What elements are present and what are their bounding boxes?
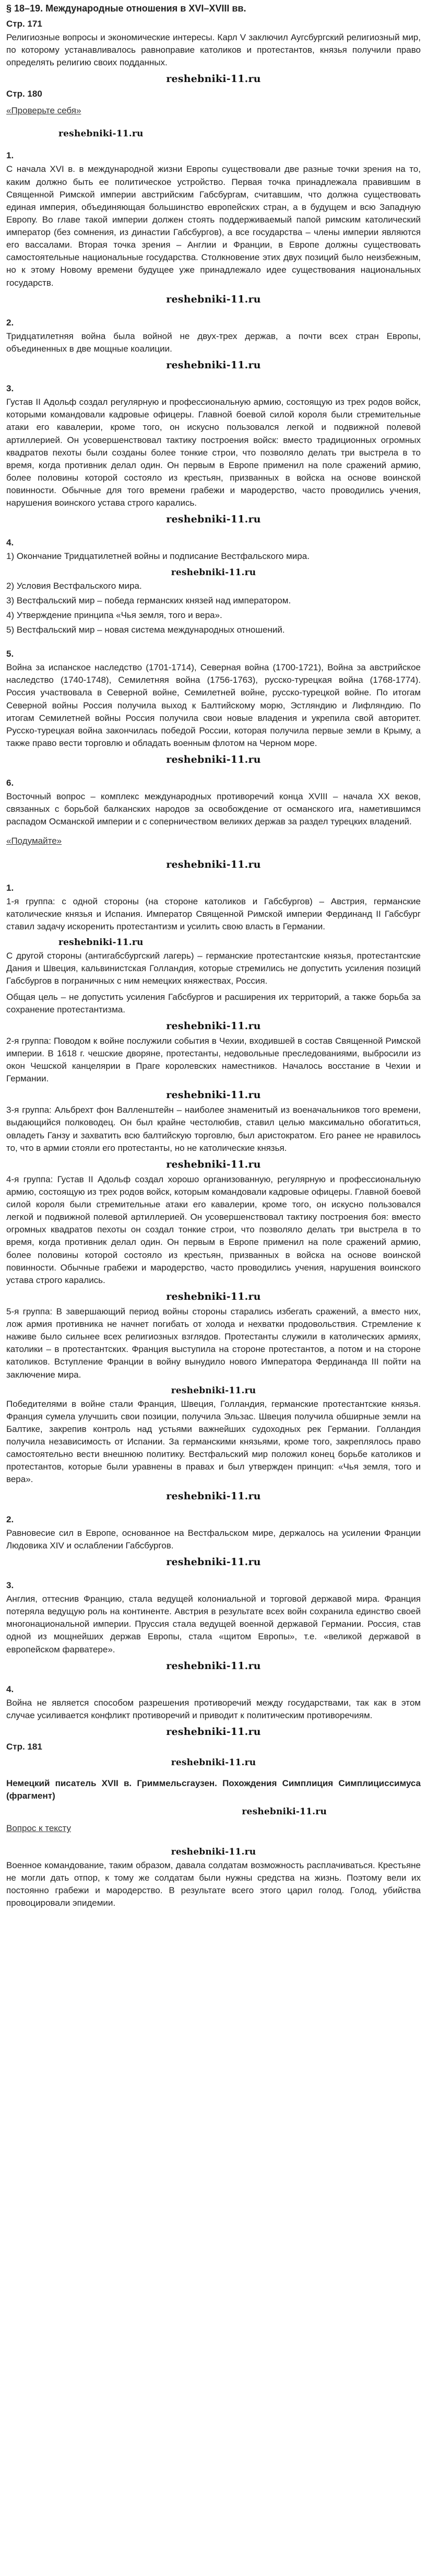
watermark: reshebniki-11.ru — [166, 293, 261, 305]
watermark: reshebniki-11.ru — [166, 73, 261, 85]
page-number-171: Стр. 171 — [6, 18, 42, 29]
page-number-181: Стр. 181 — [6, 1742, 42, 1752]
watermark: reshebniki-11.ru — [171, 1757, 256, 1768]
answer-paragraph: Восточный вопрос – комплекс международных противоречий конца XVIII – начала XX веков, связанных с борьбой балканских народов за освобождение от османского ига, наметившимся распадом Османской империи и с соперничеством великих держав за раздел турецких владений. — [6, 791, 421, 827]
check-yourself-link[interactable]: «Проверьте себя» — [6, 106, 81, 116]
watermark: reshebniki-11.ru — [171, 1846, 256, 1857]
question-number: 3. — [6, 1580, 14, 1590]
watermark: reshebniki-11.ru — [166, 1556, 261, 1568]
watermark: reshebniki-11.ru — [166, 359, 261, 371]
watermark: reshebniki-11.ru — [166, 858, 261, 870]
watermark: reshebniki-11.ru — [171, 1385, 256, 1396]
list-item: 4) Утверждение принципа «Чья земля, того и вера». — [6, 610, 222, 620]
answer-paragraph: Тридцатилетняя война была войной не двух-трех держав, а почти всех стран Европы, объединенных в две мощные коалиции. — [6, 331, 421, 354]
watermark: reshebniki-11.ru — [166, 754, 261, 766]
answer-paragraph: 5-я группа: В завершающий период войны стороны старались избегать сражений, а вместо них, лож армия противника не начнет погибать от холода и нехватки продовольствия. Стремление к наживе было сильнее всех религиозных взглядов. Протестанты служили в католических армиях, католики – в протестантских. Франция выступила на стороне протестантов, а потом и на стороне католиков. Вступление Франции в войну вынудило нового Императора Фердинанда III пойти на заключение мира. — [6, 1306, 421, 1380]
answer-paragraph: Война не является способом разрешения противоречий между государствами, так как в этом случае усиливается конфликт противоречий и приводит к политическим противоречиям. — [6, 1697, 421, 1720]
question-number: 2. — [6, 317, 14, 328]
watermark: reshebniki-11.ru — [166, 1158, 261, 1170]
question-number: 6. — [6, 778, 14, 788]
answer-paragraph: 1-я группа: с одной стороны (на стороне католиков и Габсбургов) – Австрия, германские католические князья и Испания. Император Священной Римской империи Фердинанд II Габсбург ставил задачу искоренить протестантизм и усилить свою власть в Германии. — [6, 896, 421, 932]
list-item: 2) Условия Вестфальского мира. — [6, 580, 142, 591]
watermark: reshebniki-11.ru — [58, 937, 144, 948]
answer-paragraph: Равновесие сил в Европе, основанное на Вестфальском мире, держалось на усилении Франции Людовика XIV и ослаблении Габсбургов. — [6, 1528, 421, 1551]
answer-paragraph: Победителями в войне стали Франция, Швеция, Голландия, германские протестантские князья. Франция сумела улучшить свои позиции, получила Эльзас. Швеция получила обширные земли на Балтике, закрепив контроль над устьями важнейших судоходных рек Германии. Голландия получила независимость от Испании. За германскими князьями, кроме того, закреплялось право самостоятельно вести внешнюю политику. Вестфальский мир положил конец борьбе католиков и протестантов, которые были уравнены в правах и был утвержден принцип: «Чья земля, того и вера». — [6, 1398, 421, 1485]
question-number: 2. — [6, 1514, 14, 1524]
answer-paragraph: 2-я группа: Поводом к войне послужили события в Чехии, входившей в состав Священной Римской империи. В 1618 г. чешские дворяне, протестанты, недовольные преследованиями, выбросили из окон Чешской канцелярии в Праге королевских наместников. Началось восстание в Чехии и Германии. — [6, 1035, 421, 1084]
question-number: 5. — [6, 649, 14, 659]
answer-paragraph: Военное командование, таким образом, давала солдатам возможность расплачиваться. Крестьяне не могли дать отпор, к тому же солдатам были нужны средства на жизнь. Поэтому вели их постоянно грабежи и мародерство. В результате всего этого царил голод. Голод, убийства провоцировали эпидемии. — [6, 1860, 421, 1908]
answer-paragraph: Общая цель – не допустить усиления Габсбургов и расширения их территорий, а также борьба за сохранение протестантизма. — [6, 992, 421, 1015]
document-heading: Немецкий писатель XVII в. Гриммельсгаузен. Похождения Симплиция Симплициссимуса (фрагмент) — [6, 1778, 421, 1801]
answer-paragraph: Густав II Адольф создал регулярную и профессиональную армию, состоящую из трех родов войск, которыми командовали кадровые офицеры. Главной боевой силой короля были стремительные атаки его кавалерии, кроме того, он искусно пользовался легкой и подвижной полевой артиллерией. Он усовершенствовал тактику построения войск: вместо традиционных огромных квадратов пехоты были созданы более тонкие строи, что позволяло делать три выстрела в то время, когда противник делал один. Он первым в Европе применил на поле сражений армию, более половины которой состояло из крестьян, призванных в войска на основе воинской повинности. Обычные для того времени грабежи и мародерство, часто проводились учения, нарушения воинского устава строго карались. — [6, 397, 421, 508]
watermark: reshebniki-11.ru — [166, 1660, 261, 1672]
list-item: 1) Окончание Тридцатилетней войны и подписание Вестфальского мира. — [6, 551, 310, 562]
page-title: § 18–19. Международные отношения в XVI–XVIII вв. — [6, 3, 246, 14]
answer-paragraph: С другой стороны (антигабсбургский лагерь) – германские протестантские князья, протестантские Дания и Швеция, кальвинистская Голландия, которые стремились не допустить усиления позиций Габсбургов в пограничных с ним немецких княжествах, Россия. — [6, 951, 421, 986]
answer-paragraph: 3-я группа: Альбрехт фон Валленштейн – наиболее знаменитый из военачальников того времени, выдающийся полководец. Он был крайне честолюбив, ставил целью максимально обогатиться, овладеть Ганзу и захватить всю балтийскую торговлю, был аристократом. Его ранее не нравилось то, что в армии стояли его протестанты, но не католические князья. — [6, 1105, 421, 1153]
watermark: reshebniki-11.ru — [171, 567, 256, 578]
answer-paragraph: Война за испанское наследство (1701-1714), Северная война (1700-1721), Война за австрийское наследство (1740-1748), Семилетняя война (1756-1763), русско-турецкая война (1768-1774). Россия участвовала в Северной войне, Семилетней войне, русско-турецкой войне. По итогам Северной войны Россия получила выход к Балтийскому морю, Эстляндию и Лифляндию. По итогам Семилетней войны Россия получила свои новые владения и укрепила свой авторитет. Русско-турецкая война закончилась победой России, которая получила первые земли в Крыму, а также право вести торговлю и обладать военным флотом на Черном море. — [6, 662, 421, 748]
intro-paragraph: Религиозные вопросы и экономические интересы. Карл V заключил Аугсбургский религиозный мир, по которому устанавливалось равноправие католиков и протестантов, князья получили право определять религию своих подданных. — [6, 32, 421, 67]
watermark: reshebniki-11.ru — [166, 1020, 261, 1032]
question-number: 4. — [6, 538, 14, 548]
list-item: 3) Вестфальский мир – победа германских князей над императором. — [6, 595, 291, 605]
watermark: reshebniki-11.ru — [242, 1806, 327, 1817]
question-number: 1. — [6, 882, 14, 893]
watermark: reshebniki-11.ru — [58, 129, 144, 139]
question-number: 3. — [6, 383, 14, 394]
answer-paragraph: Англия, оттеснив Францию, стала ведущей колониальной и торговой державой мира. Франция потеряла ведущую роль на континенте. Австрия в результате всех войн сохранила единство своей многонациональной империи. Пруссия стала ведущей военной державой Германии. Россия, став одной из мощнейших держав Европы, стала «щитом Европы», т.е. «великой державой в европейском фарватере». — [6, 1594, 421, 1654]
question-to-text-link[interactable]: Вопрос к тексту — [6, 1823, 71, 1834]
think-link[interactable]: «Подумайте» — [6, 835, 62, 846]
answer-paragraph: 4-я группа: Густав II Адольф создал хорошо организованную, регулярную и профессиональную армию, состоящую из трех родов войск, которым командовали кадровые офицеры. Главной боевой силой короля были стремительные атаки его кавалерии, кроме того, он искусно пользовался легкой и подвижной полевой артиллерией. Он усовершенствовал тактику построения боя: вместо огромных квадратов пехоты он создал тонкие строи, что позволяло делать три выстрела в то время, когда противник делал один. Он первым в Европе применил на поле сражений армию, более половины которой состояло из крестьян, призванных в войска на основе воинской повинности. Обычные грабежи и мародерство, часто проводились учения, нарушения воинского устава строго карались. — [6, 1174, 421, 1285]
watermark: reshebniki-11.ru — [166, 514, 261, 526]
watermark: reshebniki-11.ru — [166, 1726, 261, 1738]
question-number: 4. — [6, 1684, 14, 1694]
list-item: 5) Вестфальский мир – новая система международных отношений. — [6, 624, 285, 635]
watermark: reshebniki-11.ru — [166, 1290, 261, 1302]
watermark: reshebniki-11.ru — [166, 1089, 261, 1101]
watermark: reshebniki-11.ru — [166, 1490, 261, 1502]
page-number-180: Стр. 180 — [6, 89, 42, 99]
page — [6, 2, 421, 1909]
question-number: 1. — [6, 150, 14, 161]
answer-paragraph: С начала XVI в. в международной жизни Европы существовали две разные точки зрения на то, каким должно быть ее политическое устройство. Первая точка принадлежала правившим в Священной Римской империи австрийским Габсбургам, считавшим, что должна существовать единая империя, объединяющая большинство европейских стран, а в будущем и всю Западную Европу. Во главе такой империи должен стоять поддерживаемый папой римским католический император (без сомнения, из династии Габсбургов), а все государства – члены империи являются его вассалами. Вторая точка зрения – Англии и Франции, в Европе должны существовать самостоятельные национальные государства. Столкновение этих двух позиций было неизбежным, но к этому Новому времени будущее уже принадлежало идее существования национальных государств. — [6, 164, 421, 288]
